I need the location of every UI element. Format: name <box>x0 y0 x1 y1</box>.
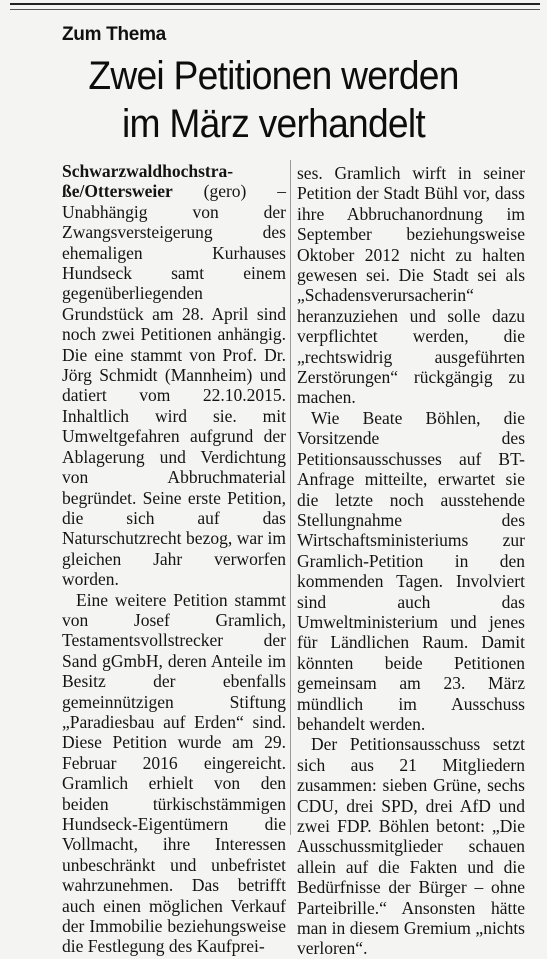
top-rule <box>10 3 540 5</box>
dateline: Schwarzwaldhochstraße/Ottersweier <box>62 161 234 202</box>
top-rule-thin <box>10 9 540 10</box>
paragraph-1-text: (gero) – Unabhängig von der Zwangsversteigerung des ehemaligen Kurhauses Hundseck samt einem gegenüberliegenden Grundstück am 28. April sind noch zwei Petitionen anhängig. Die eine stammt von Prof. Dr. Jörg Schmidt (Mannheim) und datiert vom 22.10.2015. Inhaltlich wird sie. mit Umweltgefahren aufgrund der Ablagerung und Verdichtung von Abbruchmaterial begründet. Seine erste Petition, die sich auf das Naturschutzrecht bezog, war im gleichen Jahr verworfen worden. <box>62 181 286 590</box>
article-column-right <box>297 163 525 959</box>
paragraph-2: Eine weitere Petition stammt von Josef Gramlich, Testamentsvollstrecker der Sand gGmbH, deren Anteile im Besitz der ebenfalls gemeinnützigen Stiftung „Paradiesbau auf Erden“ sind. Diese Petition wurde am 29. Februar 2016 eingereicht. Gramlich erhielt von den beiden türkischstämmigen Hundseck-Eigentümern die Vollmacht, ihre Interessen unbeschränkt und unbefristet wahrzunehmen. Das betrifft auch einen möglichen Verkauf der Immobilie beziehungsweise die Festlegung des Kaufprei- <box>62 589 286 957</box>
paragraph-3: ses. Gramlich wirft in seiner Petition der Stadt Bühl vor, dass ihre Abbruchanordnung im September beziehungsweise Oktober 2012 nicht zu halten gewesen sei. Die Stadt sei als „Schadensverursacherin“ heranzuziehen und solle dazu verpflichtet werden, die „rechtswidrig ausgeführten Zerstörungen“ rückgängig zu machen. <box>297 163 525 408</box>
paragraph-1 <box>62 161 286 590</box>
article-column-left <box>62 161 286 957</box>
column-divider <box>290 160 291 835</box>
paragraph-5: Der Petitionsausschuss setzt sich aus 21 Mitgliedern zusammen: sieben Grüne, sechs CDU, drei SPD, drei AfD und zwei FDP. Böhlen betont: „Die Ausschussmitglieder schauen allein auf die Fakten und die Bedürfnisse der Bürger – ohne Parteibrille.“ Ansonsten hätte man in diesem Gremium „nichts verloren“. <box>297 734 525 959</box>
kicker: Zum Thema <box>62 24 166 45</box>
headline-line-1: Zwei Petitionen werden <box>88 54 459 98</box>
paragraph-4: Wie Beate Böhlen, die Vorsitzende des Petitionsausschusses auf BT-Anfrage mitteilte, erwartet sie die letzte noch ausstehende Stellungnahme des Wirtschaftsministeriums zur Gramlich-Petition in den kommenden Tagen. Involviert sind auch das Umweltministerium und jenes für Ländlichen Raum. Damit könnten beide Petitionen gemeinsam am 23. März mündlich im Ausschuss behandelt werden. <box>297 407 525 734</box>
headline <box>19 52 528 148</box>
headline-line-2: im März verhandelt <box>122 102 425 146</box>
